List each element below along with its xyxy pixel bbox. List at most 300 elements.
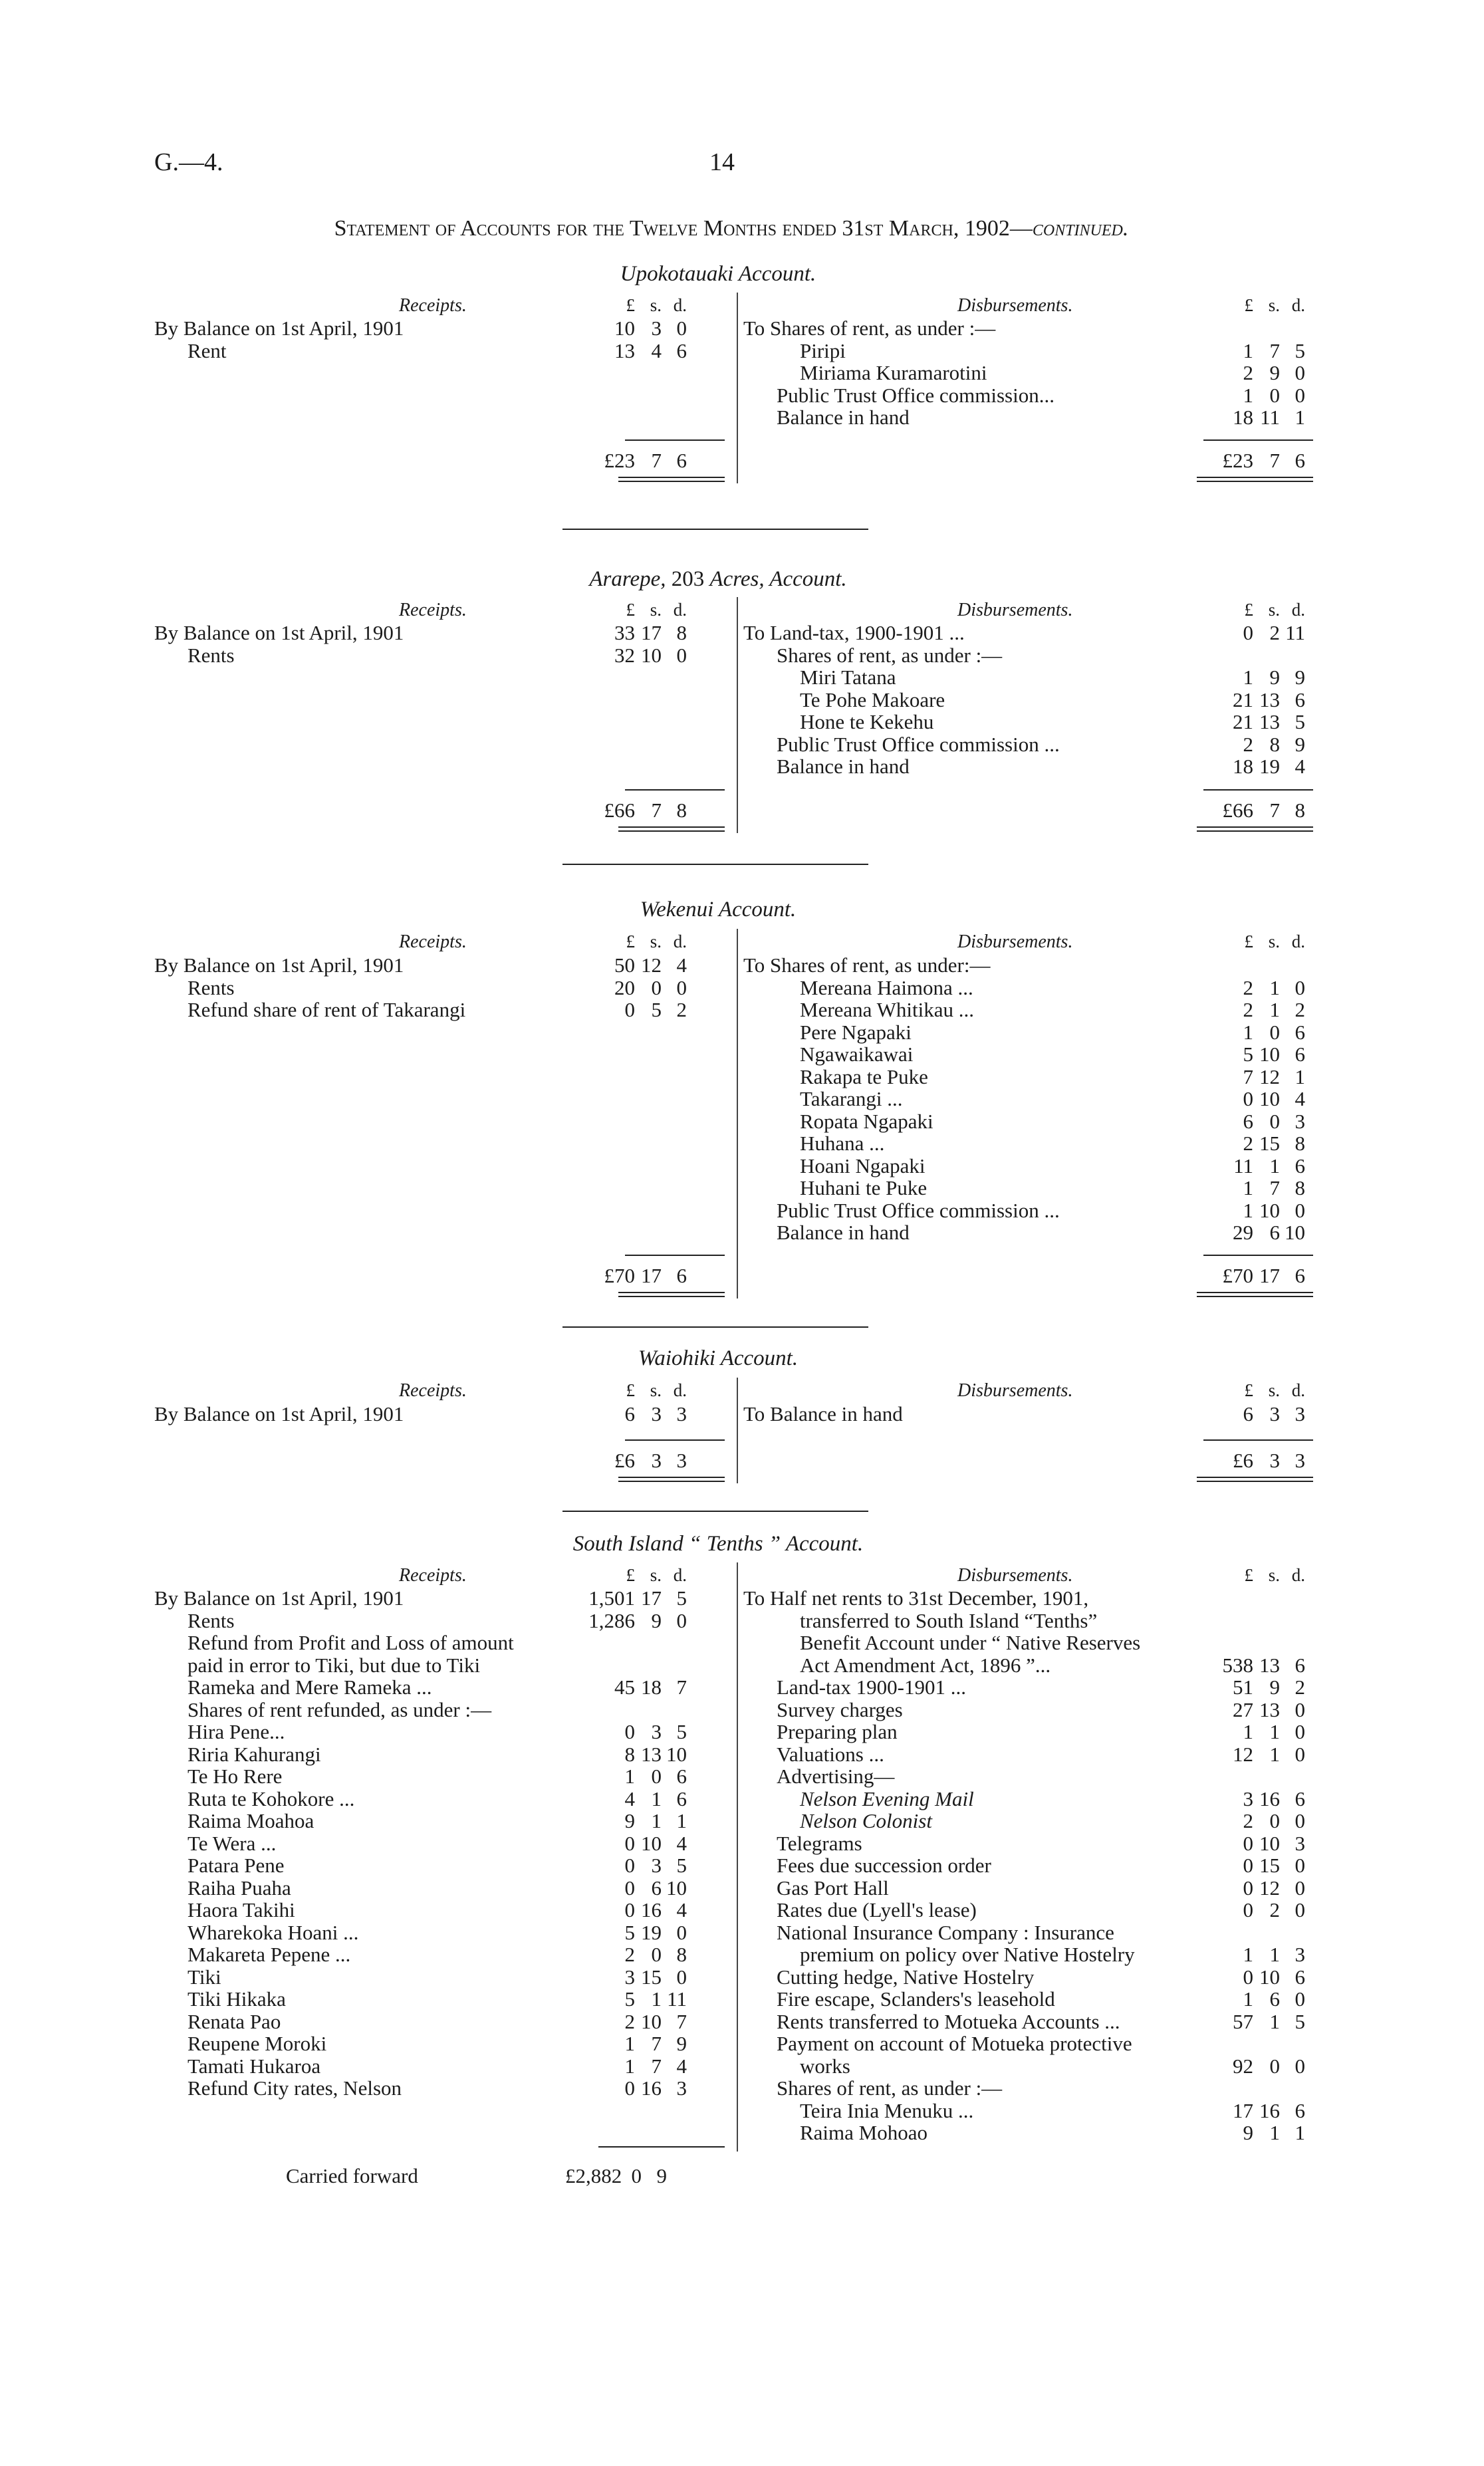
wekenui-disbursement-amount-shillings: 12 [1259, 1064, 1280, 1088]
south_island-receipt-amount [585, 1855, 687, 1876]
south_island-receipt-amount-pounds: 45 [614, 1675, 635, 1699]
upokotauaki-disbursement-amount [1203, 340, 1305, 361]
south_island-receipt-amount [585, 1833, 687, 1854]
upokotauaki-disbursement-amount [1203, 407, 1305, 428]
waiohiki-disbursements-total-shillings: 3 [1269, 1449, 1280, 1472]
south_island-receipt-label: Hira Pene... [187, 1720, 285, 1743]
wekenui-disbursement-amount-shillings: 7 [1269, 1176, 1280, 1199]
upokotauaki-receipt-amount-pounds: 13 [614, 338, 635, 362]
wekenui-disbursement-label: Takarangi ... [800, 1087, 903, 1110]
south_island-disbursement-label: Preparing plan [777, 1720, 898, 1743]
south_island-disbursement-amount-pence: 1 [1295, 2121, 1305, 2144]
column-shillings-label: s. [1268, 931, 1280, 951]
south_island-receipt-amount-shillings: 0 [651, 1765, 662, 1788]
wekenui-disbursement-amount-shillings: 1 [1269, 1154, 1280, 1177]
ararepe-disbursement-amount [1203, 734, 1305, 755]
ararepe-disbursement-amount [1203, 689, 1305, 710]
south_island-disbursement-amount-pence: 0 [1295, 1987, 1305, 2011]
waiohiki-total-double-rule-left [618, 1477, 725, 1482]
south_island-receipt-amount-shillings: 16 [641, 1898, 662, 1921]
south_island-disbursement-amount-pounds: 538 [1222, 1653, 1253, 1677]
ararepe-disbursement-label: Hone te Kekehu [800, 710, 934, 733]
south_island-disbursement-label: Rents transferred to Motueka Accounts ... [777, 2009, 1120, 2033]
ararepe-disbursement-amount-pounds: 0 [1243, 621, 1253, 644]
south_island-disbursements-heading: Disbursements. [957, 1565, 1073, 1586]
south_island-disbursement-amount-pounds: 3 [1243, 1787, 1253, 1810]
wekenui-disbursements-total-pence: 6 [1295, 1264, 1305, 1287]
upokotauaki-account-title: Upokotauaki Account. [620, 262, 816, 286]
column-pounds-label: £ [1244, 1565, 1253, 1585]
south_island-receipt-amount [585, 1721, 687, 1742]
waiohiki-disbursement-label: To Balance in hand [743, 1402, 903, 1425]
column-pence-label: d. [673, 1380, 687, 1400]
upokotauaki-receipts-total [585, 450, 687, 471]
south_island-receipt-amount [585, 2078, 687, 2098]
page-number: 14 [709, 148, 735, 176]
column-shillings-label: s. [650, 931, 662, 951]
upokotauaki-disbursement-amount-pounds: 1 [1243, 383, 1253, 407]
upokotauaki-column-divider [737, 293, 738, 483]
ararepe-disbursement-amount-pounds: 18 [1233, 755, 1253, 778]
ararepe-disbursements-total-pence: 8 [1295, 799, 1305, 822]
south_island-receipt-label: Refund City rates, Nelson [187, 2076, 402, 2100]
south_island-receipt-amount-pence: 4 [676, 1898, 687, 1921]
column-shillings-label: s. [650, 295, 662, 315]
south_island-disbursement-amount-pence: 3 [1295, 1943, 1305, 1966]
south_island-disbursement-label: works [800, 2054, 850, 2078]
wekenui-receipt-amount-shillings: 5 [651, 998, 662, 1021]
south_island-disbursement-amount-shillings: 12 [1259, 1876, 1280, 1900]
south_island-receipt-amount-shillings: 7 [651, 2054, 662, 2078]
wekenui-disbursement-amount-pence: 8 [1295, 1132, 1305, 1155]
wekenui-receipt-amount-pence: 0 [676, 975, 687, 999]
south_island-disbursement-label: Fees due succession order [777, 1854, 991, 1877]
wekenui-total-rule-right [1203, 1255, 1313, 1256]
south_island-disbursement-amount-pence: 0 [1295, 1898, 1305, 1921]
south_island-disbursement-amount-pence: 0 [1295, 1742, 1305, 1766]
ararepe-disbursement-amount-pounds: 21 [1233, 687, 1253, 711]
ararepe-receipts-total-shillings: 7 [651, 799, 662, 822]
south_island-receipt-amount-pounds: 0 [624, 1876, 635, 1900]
south_island-receipt-amount-pounds: 5 [624, 1987, 635, 2011]
waiohiki-receipt-label: By Balance on 1st April, 1901 [154, 1402, 404, 1425]
south_island-receipt-amount-shillings: 16 [641, 2076, 662, 2100]
south_island-disbursement-amount [1203, 2011, 1305, 2032]
column-pounds-label: £ [626, 931, 635, 951]
south_island-disbursement-amount-shillings: 1 [1269, 1742, 1280, 1766]
south_island-disbursement-amount-shillings: 15 [1259, 1854, 1280, 1877]
south_island-receipt-amount-pence: 11 [667, 1987, 687, 2011]
south_island-disbursement-amount-pence: 6 [1295, 2098, 1305, 2122]
ararepe-disbursement-amount-pence: 4 [1295, 755, 1305, 778]
column-shillings-label: s. [650, 600, 662, 620]
ararepe-disbursement-label: Shares of rent, as under :— [777, 643, 1003, 667]
wekenui-disbursement-amount [1203, 1111, 1305, 1132]
south_island-receipt-label: Te Wera ... [187, 1831, 277, 1855]
south_island-receipt-amount-pence: 10 [666, 1876, 687, 1900]
upokotauaki-receipt-label: By Balance on 1st April, 1901 [154, 316, 404, 340]
south_island-receipt-amount [585, 1878, 687, 1898]
upokotauaki-disbursements-heading: Disbursements. [957, 295, 1073, 316]
south_island-receipt-amount [585, 1744, 687, 1765]
south_island-receipts-heading: Receipts. [399, 1565, 467, 1586]
wekenui-disbursement-amount [1203, 1088, 1305, 1109]
column-pounds-label: £ [626, 295, 635, 315]
ararepe-receipt-amount [585, 645, 687, 666]
page-reference: G.—4. [154, 148, 223, 176]
south_island-disbursement-amount [1203, 1744, 1305, 1765]
south_island-disbursement-label: Land-tax 1900-1901 ... [777, 1675, 966, 1699]
south_island-receipt-label: Rents [187, 1608, 235, 1632]
ararepe-account-title: Ararepe, 203 Acres, Account. [589, 567, 847, 591]
wekenui-disbursement-amount-pounds: 5 [1243, 1043, 1253, 1066]
wekenui-disbursement-amount-shillings: 0 [1269, 1109, 1280, 1133]
south_island-receipt-amount-shillings: 10 [641, 1831, 662, 1855]
south_island-receipt-amount-pounds: 0 [624, 1854, 635, 1877]
south_island-disbursement-amount-pence: 0 [1295, 1876, 1305, 1900]
wekenui-column-divider [737, 929, 738, 1298]
wekenui-disbursement-amount [1203, 1133, 1305, 1154]
wekenui-receipt-label: Rents [187, 975, 235, 999]
wekenui-disbursement-amount-pounds: 7 [1243, 1064, 1253, 1088]
waiohiki-disbursement-amount-shillings: 3 [1269, 1402, 1280, 1425]
south_island-receipt-amount-pence: 0 [676, 1965, 687, 1989]
upokotauaki-disbursement-amount-pence: 0 [1295, 383, 1305, 407]
section-separator [562, 529, 868, 530]
south_island-receipt-amount-pounds: 9 [624, 1809, 635, 1832]
carried-forward-label: Carried forward [286, 2164, 418, 2187]
wekenui-disbursement-amount [1203, 1222, 1305, 1243]
south_island-disbursement-amount-pence: 6 [1295, 1787, 1305, 1810]
wekenui-disbursement-amount-shillings: 1 [1269, 975, 1280, 999]
upokotauaki-disbursement-amount-shillings: 9 [1269, 361, 1280, 384]
ararepe-disbursement-amount-shillings: 2 [1269, 621, 1280, 644]
south_island-receipt-amount-pounds: 2 [624, 1943, 635, 1966]
ararepe-disbursement-amount-shillings: 19 [1259, 755, 1280, 778]
wekenui-receipts-total-shillings: 17 [641, 1264, 662, 1287]
south_island-receipt-amount-pence: 7 [676, 1675, 687, 1699]
column-pence-label: d. [673, 931, 687, 951]
ararepe-disbursement-label: Balance in hand [777, 755, 910, 778]
wekenui-disbursement-amount-pounds: 2 [1243, 998, 1253, 1021]
upokotauaki-lsd-header-R [1203, 297, 1305, 314]
south_island-disbursement-label: Nelson Evening Mail [800, 1787, 974, 1810]
south_island-disbursement-label: Act Amendment Act, 1896 ”... [800, 1653, 1051, 1677]
carried-forward-rule [598, 2146, 725, 2148]
south_island-disbursement-amount [1203, 1699, 1305, 1720]
south_island-disbursement-label: Raima Mohoao [800, 2121, 928, 2144]
south_island-disbursement-amount-shillings: 10 [1259, 1965, 1280, 1989]
upokotauaki-receipt-amount-shillings: 4 [651, 338, 662, 362]
ararepe-lsd-header-L [585, 601, 687, 619]
wekenui-receipt-amount [585, 955, 687, 975]
south_island-disbursement-amount-shillings: 1 [1269, 2121, 1280, 2144]
south_island-receipt-label: Wharekoka Hoani ... [187, 1920, 359, 1944]
wekenui-disbursement-amount-pounds: 2 [1243, 975, 1253, 999]
south_island-disbursement-amount [1203, 1967, 1305, 1987]
upokotauaki-receipts-total-pence: 6 [676, 449, 687, 472]
south_island-receipt-amount [585, 1788, 687, 1809]
south_island-receipt-amount-pounds: 0 [624, 1831, 635, 1855]
upokotauaki-disbursement-amount-pence: 1 [1295, 406, 1305, 429]
south_island-receipt-amount-pence: 4 [676, 1831, 687, 1855]
south_island-disbursement-amount-shillings: 13 [1259, 1697, 1280, 1721]
carried-forward-amount-pence: 9 [656, 2164, 667, 2187]
waiohiki-disbursement-amount [1203, 1404, 1305, 1424]
south_island-disbursement-amount-pence: 6 [1295, 1653, 1305, 1677]
upokotauaki-disbursement-amount-shillings: 7 [1269, 338, 1280, 362]
section-separator [562, 1511, 868, 1512]
waiohiki-receipts-total-pence: 3 [676, 1449, 687, 1472]
wekenui-disbursement-amount-shillings: 6 [1269, 1221, 1280, 1244]
south_island-disbursement-amount [1203, 1810, 1305, 1831]
south_island-receipt-amount-pounds: 5 [624, 1920, 635, 1944]
column-pounds-label: £ [1244, 295, 1253, 315]
upokotauaki-total-double-rule-left [618, 477, 725, 482]
wekenui-disbursement-amount-pence: 2 [1295, 998, 1305, 1021]
upokotauaki-disbursement-amount-shillings: 0 [1269, 383, 1280, 407]
ararepe-disbursements-total-shillings: 7 [1269, 799, 1280, 822]
south_island-receipt-amount-pounds: 8 [624, 1742, 635, 1766]
upokotauaki-total-rule-left [625, 439, 725, 441]
wekenui-disbursement-label: Ngawaikawai [800, 1043, 914, 1066]
wekenui-disbursement-label: Mereana Haimona ... [800, 975, 973, 999]
ararepe-disbursement-label: Te Pohe Makoare [800, 687, 945, 711]
south_island-disbursement-amount-pounds: 57 [1233, 2009, 1253, 2033]
south_island-receipt-amount [585, 1944, 687, 1965]
south_island-disbursement-amount [1203, 1900, 1305, 1920]
south_island-disbursement-amount [1203, 1655, 1305, 1675]
wekenui-receipt-amount-pounds: 0 [624, 998, 635, 1021]
wekenui-disbursement-label: Balance in hand [777, 1221, 910, 1244]
south_island-receipt-amount-pounds: 0 [624, 1720, 635, 1743]
column-pence-label: d. [1291, 1565, 1305, 1585]
column-shillings-label: s. [1268, 1565, 1280, 1585]
south_island-disbursement-amount [1203, 1855, 1305, 1876]
south_island-receipt-amount-shillings: 13 [641, 1742, 662, 1766]
ararepe-column-divider [737, 597, 738, 833]
waiohiki-total-rule-left [625, 1439, 725, 1441]
section-separator [562, 1326, 868, 1328]
wekenui-total-double-rule-right [1197, 1292, 1313, 1297]
wekenui-disbursement-amount-pence: 3 [1295, 1109, 1305, 1133]
wekenui-disbursements-heading: Disbursements. [957, 931, 1073, 952]
south_island-disbursement-amount-pounds: 9 [1243, 2121, 1253, 2144]
wekenui-disbursement-amount [1203, 1022, 1305, 1043]
wekenui-disbursement-amount-pence: 6 [1295, 1043, 1305, 1066]
south_island-disbursement-amount-pence: 2 [1295, 1675, 1305, 1699]
upokotauaki-disbursement-amount-pounds: 2 [1243, 361, 1253, 384]
column-pence-label: d. [673, 295, 687, 315]
upokotauaki-receipt-amount-pence: 0 [676, 316, 687, 340]
waiohiki-receipt-amount-pence: 3 [676, 1402, 687, 1425]
south_island-disbursement-amount-pence: 6 [1295, 1965, 1305, 1989]
wekenui-receipt-amount-shillings: 0 [651, 975, 662, 999]
wekenui-disbursement-amount-pounds: 1 [1243, 1020, 1253, 1044]
south_island-receipt-amount [585, 1610, 687, 1631]
ararepe-disbursements-total-pounds: £66 [1222, 799, 1253, 822]
wekenui-disbursement-amount [1203, 977, 1305, 998]
waiohiki-lsd-header-L [585, 1382, 687, 1400]
upokotauaki-receipt-amount-pounds: 10 [614, 316, 635, 340]
upokotauaki-disbursement-label: Miriama Kuramarotini [800, 361, 987, 384]
column-pence-label: d. [673, 600, 687, 620]
south_island-receipt-label: Rameka and Mere Rameka ... [187, 1675, 432, 1699]
south_island-disbursement-amount [1203, 2056, 1305, 2076]
ararepe-total-double-rule-right [1197, 826, 1313, 832]
ararepe-disbursements-total [1203, 800, 1305, 820]
south_island-disbursement-amount-pounds: 0 [1243, 1898, 1253, 1921]
south_island-disbursement-label: To Half net rents to 31st December, 1901, [743, 1586, 1089, 1610]
ararepe-total-rule-right [1203, 789, 1313, 791]
ararepe-disbursement-amount [1203, 622, 1305, 643]
south_island-receipt-amount-pence: 4 [676, 2054, 687, 2078]
south_island-disbursement-amount-shillings: 9 [1269, 1675, 1280, 1699]
wekenui-disbursement-amount-pence: 10 [1285, 1221, 1305, 1244]
upokotauaki-receipts-heading: Receipts. [399, 295, 467, 316]
ararepe-receipt-amount-pence: 8 [676, 621, 687, 644]
ararepe-disbursement-amount-pence: 9 [1295, 732, 1305, 756]
south_island-receipt-label: Reupene Moroki [187, 2032, 327, 2055]
wekenui-disbursement-amount-pence: 8 [1295, 1176, 1305, 1199]
wekenui-disbursement-amount-pounds: 0 [1243, 1087, 1253, 1110]
south_island-receipt-amount-pounds: 1 [624, 2054, 635, 2078]
waiohiki-disbursements-total-pounds: £6 [1233, 1449, 1253, 1472]
south_island-disbursement-amount [1203, 1878, 1305, 1898]
south_island-disbursement-label: Rates due (Lyell's lease) [777, 1898, 977, 1921]
south_island-receipt-label: paid in error to Tiki, but due to Tiki [187, 1653, 481, 1677]
south_island-receipt-amount [585, 1967, 687, 1987]
south_island-disbursement-label: Advertising— [777, 1765, 895, 1788]
south_island-receipt-amount-pence: 7 [676, 2009, 687, 2033]
waiohiki-column-divider [737, 1378, 738, 1483]
upokotauaki-receipt-label: Rent [187, 338, 227, 362]
wekenui-disbursement-amount-pence: 4 [1295, 1087, 1305, 1110]
south_island-disbursement-amount [1203, 1833, 1305, 1854]
ararepe-disbursement-label: Public Trust Office commission ... [777, 732, 1060, 756]
upokotauaki-receipt-amount-shillings: 3 [651, 316, 662, 340]
wekenui-disbursement-amount [1203, 1066, 1305, 1087]
wekenui-receipt-amount [585, 977, 687, 998]
south_island-receipt-amount-pence: 5 [676, 1720, 687, 1743]
upokotauaki-receipt-amount [585, 340, 687, 361]
column-pounds-label: £ [1244, 931, 1253, 951]
south_island-disbursement-amount-pounds: 92 [1233, 2054, 1253, 2078]
south_island-receipt-amount-pence: 1 [676, 1809, 687, 1832]
upokotauaki-disbursement-amount [1203, 385, 1305, 406]
upokotauaki-disbursement-amount-pence: 0 [1295, 361, 1305, 384]
south_island-disbursement-amount-shillings: 0 [1269, 2054, 1280, 2078]
south_island-receipt-label: Patara Pene [187, 1854, 285, 1877]
south_island-disbursement-amount-shillings: 16 [1259, 2098, 1280, 2122]
waiohiki-disbursement-amount-pence: 3 [1295, 1402, 1305, 1425]
south_island-disbursement-amount-pounds: 0 [1243, 1831, 1253, 1855]
wekenui-disbursement-amount-pence: 6 [1295, 1154, 1305, 1177]
south_island-receipt-amount [585, 1922, 687, 1943]
upokotauaki-disbursement-label: To Shares of rent, as under :— [743, 316, 996, 340]
south_island-disbursement-amount-pence: 3 [1295, 1831, 1305, 1855]
south_island-receipt-amount-shillings: 17 [641, 1586, 662, 1610]
wekenui-disbursement-label: Pere Ngapaki [800, 1020, 912, 1044]
south_island-disbursement-amount-pounds: 17 [1233, 2098, 1253, 2122]
ararepe-disbursement-amount-shillings: 9 [1269, 666, 1280, 689]
south_island-disbursement-amount-pounds: 1 [1243, 1943, 1253, 1966]
south_island-receipt-amount-pounds: 0 [624, 1898, 635, 1921]
south_island-receipt-label: Raiha Puaha [187, 1876, 291, 1900]
south_island-receipt-amount-pounds: 1 [624, 2032, 635, 2055]
wekenui-disbursement-amount [1203, 1177, 1305, 1198]
south_island-receipt-amount-pence: 8 [676, 1943, 687, 1966]
south_island-disbursement-amount-pounds: 51 [1233, 1675, 1253, 1699]
south_island-receipt-amount-pence: 3 [676, 2076, 687, 2100]
south_island-disbursement-amount-pence: 0 [1295, 1854, 1305, 1877]
ararepe-receipt-amount-shillings: 17 [641, 621, 662, 644]
wekenui-disbursements-total-pounds: £70 [1222, 1264, 1253, 1287]
south_island-receipt-amount-pounds: 1,501 [588, 1586, 635, 1610]
south_island-disbursement-amount-pounds: 0 [1243, 1876, 1253, 1900]
south_island-lsd-header-R [1203, 1566, 1305, 1584]
wekenui-receipt-amount-shillings: 12 [641, 953, 662, 977]
south_island-receipt-amount [585, 2056, 687, 2076]
south_island-receipt-label: Renata Pao [187, 2009, 281, 2033]
waiohiki-account-title: Waiohiki Account. [638, 1346, 799, 1370]
south_island-disbursement-label: Gas Port Hall [777, 1876, 889, 1900]
south_island-receipt-amount [585, 1989, 687, 2009]
south_island-disbursement-amount [1203, 2100, 1305, 2121]
upokotauaki-receipt-amount-pence: 6 [676, 338, 687, 362]
south_island-receipt-amount-shillings: 1 [651, 1809, 662, 1832]
wekenui-disbursement-label: Huhani te Puke [800, 1176, 928, 1199]
south_island-disbursement-label: National Insurance Company : Insurance [777, 1920, 1114, 1944]
upokotauaki-receipts-total-shillings: 7 [651, 449, 662, 472]
upokotauaki-disbursement-amount-shillings: 11 [1260, 406, 1280, 429]
wekenui-receipts-total [585, 1265, 687, 1286]
waiohiki-total-rule-right [1203, 1439, 1313, 1441]
wekenui-disbursement-amount-pounds: 29 [1233, 1221, 1253, 1244]
upokotauaki-disbursements-total [1203, 450, 1305, 471]
south_island-disbursement-amount-shillings: 2 [1269, 1898, 1280, 1921]
column-shillings-label: s. [1268, 600, 1280, 620]
south_island-disbursement-label: Shares of rent, as under :— [777, 2076, 1003, 2100]
south_island-receipt-amount-shillings: 3 [651, 1854, 662, 1877]
south_island-receipt-amount-shillings: 3 [651, 1720, 662, 1743]
south_island-account-title: South Island “ Tenths ” Account. [572, 1532, 864, 1556]
south_island-receipt-amount-pence: 0 [676, 1920, 687, 1944]
upokotauaki-disbursement-amount-pounds: 18 [1233, 406, 1253, 429]
wekenui-disbursement-label: Mereana Whitikau ... [800, 998, 974, 1021]
south_island-receipt-amount [585, 1900, 687, 1920]
carried-forward-amount-shillings: 0 [631, 2164, 642, 2187]
ararepe-disbursement-label: To Land-tax, 1900-1901 ... [743, 621, 965, 644]
south_island-disbursement-label: Benefit Account under “ Native Reserves [800, 1631, 1141, 1654]
waiohiki-total-double-rule-right [1197, 1477, 1313, 1482]
column-pounds-label: £ [626, 600, 635, 620]
wekenui-receipt-amount-pounds: 20 [614, 975, 635, 999]
upokotauaki-disbursements-total-pence: 6 [1295, 449, 1305, 472]
south_island-disbursement-amount-pence: 0 [1295, 1809, 1305, 1832]
section-separator [562, 864, 868, 865]
south_island-disbursement-label: Fire escape, Sclanders's leasehold [777, 1987, 1055, 2011]
column-shillings-label: s. [650, 1565, 662, 1585]
ararepe-receipts-heading: Receipts. [399, 600, 467, 620]
wekenui-disbursement-label: Huhana ... [800, 1132, 885, 1155]
south_island-receipt-amount-pounds: 2 [624, 2009, 635, 2033]
ararepe-receipts-total-pence: 8 [676, 799, 687, 822]
wekenui-lsd-header-L [585, 933, 687, 951]
wekenui-disbursement-amount-pence: 6 [1295, 1020, 1305, 1044]
waiohiki-disbursements-heading: Disbursements. [957, 1380, 1073, 1401]
column-pounds-label: £ [626, 1565, 635, 1585]
